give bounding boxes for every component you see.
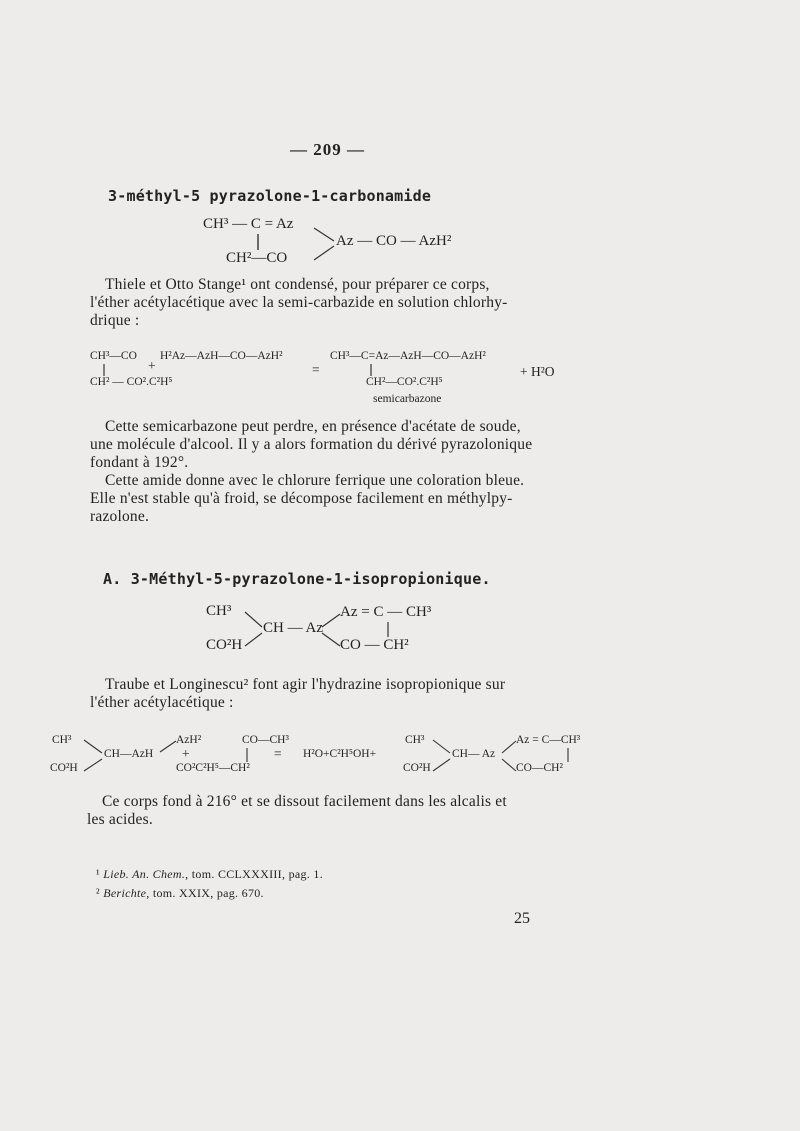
product-ch3: CH³: [405, 734, 425, 746]
paragraph: [87, 793, 507, 829]
formula-ch: CH — Az: [263, 620, 323, 636]
formula-line: CH²—CO: [226, 250, 288, 266]
signature-mark: 25: [514, 910, 530, 927]
text-line: fondant à 192°.: [90, 454, 189, 471]
footnote-2: [96, 886, 264, 901]
product-top: CH³—C=Az—AzH—CO—AzH²: [330, 350, 486, 362]
text-line: Thiele et Otto Stange¹ ont condensé, pour préparer ce corps,: [105, 276, 490, 293]
reactant-ester: CO²C²H⁵—CH²: [176, 762, 250, 774]
byproducts: H²O+C²H⁵OH+: [303, 748, 377, 760]
reactant-top: CH³—CO: [90, 350, 137, 362]
formula-co-bottom: CO — CH²: [340, 637, 409, 653]
text-line: l'éther acétylacétique avec la semi-carbazide en solution chlorhy-: [90, 294, 508, 311]
product-label: semicarbazone: [373, 393, 442, 405]
product-az-top: Az = C—CH³: [516, 734, 581, 746]
reactant-semicarbazide: H²Az—AzH—CO—AzH²: [160, 350, 283, 362]
text-line: l'éther acétylacétique :: [90, 694, 234, 711]
plus-sign: +: [148, 358, 156, 373]
footnote-marker: ²: [96, 886, 100, 900]
reactant-ch3: CH³: [52, 734, 72, 746]
section-heading-carbonamide: 3-méthyl-5 pyrazolone-1-carbonamide: [108, 187, 432, 205]
text-line: Cette amide donne avec le chlorure ferrique une coloration bleue.: [105, 472, 525, 489]
footnote-reference: , tom. XXIX, pag. 670.: [146, 886, 264, 900]
text-line: Elle n'est stable qu'à froid, se décompose facilement en méthylpy-: [90, 490, 513, 507]
plus-sign: +: [182, 746, 190, 761]
text-line: Traube et Longinescu² font agir l'hydrazine isopropionique sur: [105, 676, 506, 693]
section-heading-isopropionique: A. 3-Méthyl-5-pyrazolone-1-isopropionique.: [103, 570, 491, 588]
plus-water: + H²O: [520, 364, 555, 379]
reactant-ch-azh: CH—AzH: [104, 748, 154, 760]
equals-sign: =: [274, 746, 282, 761]
page-number: — 209 —: [290, 140, 365, 159]
reactant-azh2: AzH²: [176, 734, 202, 746]
equals-sign: =: [312, 362, 320, 377]
footnote-source: Berichte: [103, 886, 147, 900]
product-co-bottom: CO—CH²: [516, 762, 563, 774]
product-ch-az: CH— Az: [452, 748, 496, 760]
text-line: Cette semicarbazone peut perdre, en présence d'acétate de soude,: [105, 418, 521, 435]
reactant-co2h: CO²H: [50, 762, 78, 774]
formula-line: Az — CO — AzH²: [336, 233, 452, 249]
formula-az-top: Az = C — CH³: [340, 604, 432, 620]
reactant-co-ch3: CO—CH³: [242, 734, 289, 746]
footnote-1: [96, 867, 323, 882]
formula-line: CH³ — C = Az: [203, 216, 294, 232]
footnote-source: Lieb. An. Chem.: [103, 867, 186, 881]
text-line: une molécule d'alcool. Il y a alors formation du dérivé pyrazolonique: [90, 436, 533, 453]
footnote-reference: , tom. CCLXXXIII, pag. 1.: [185, 867, 323, 881]
footnote-marker: ¹: [96, 867, 100, 881]
formula-co2h: CO²H: [206, 637, 243, 653]
text-line: razolone.: [90, 508, 150, 525]
reactant-bottom: CH² — CO².C²H⁵: [90, 376, 173, 388]
text-line: Ce corps fond à 216° et se dissout facilement dans les alcalis et: [102, 793, 507, 810]
text-line: les acides.: [87, 811, 153, 828]
text-line: drique :: [90, 312, 140, 329]
formula-ch3: CH³: [206, 603, 232, 619]
product-co2h: CO²H: [403, 762, 431, 774]
product-bottom: CH²—CO².C²H⁵: [366, 376, 443, 388]
